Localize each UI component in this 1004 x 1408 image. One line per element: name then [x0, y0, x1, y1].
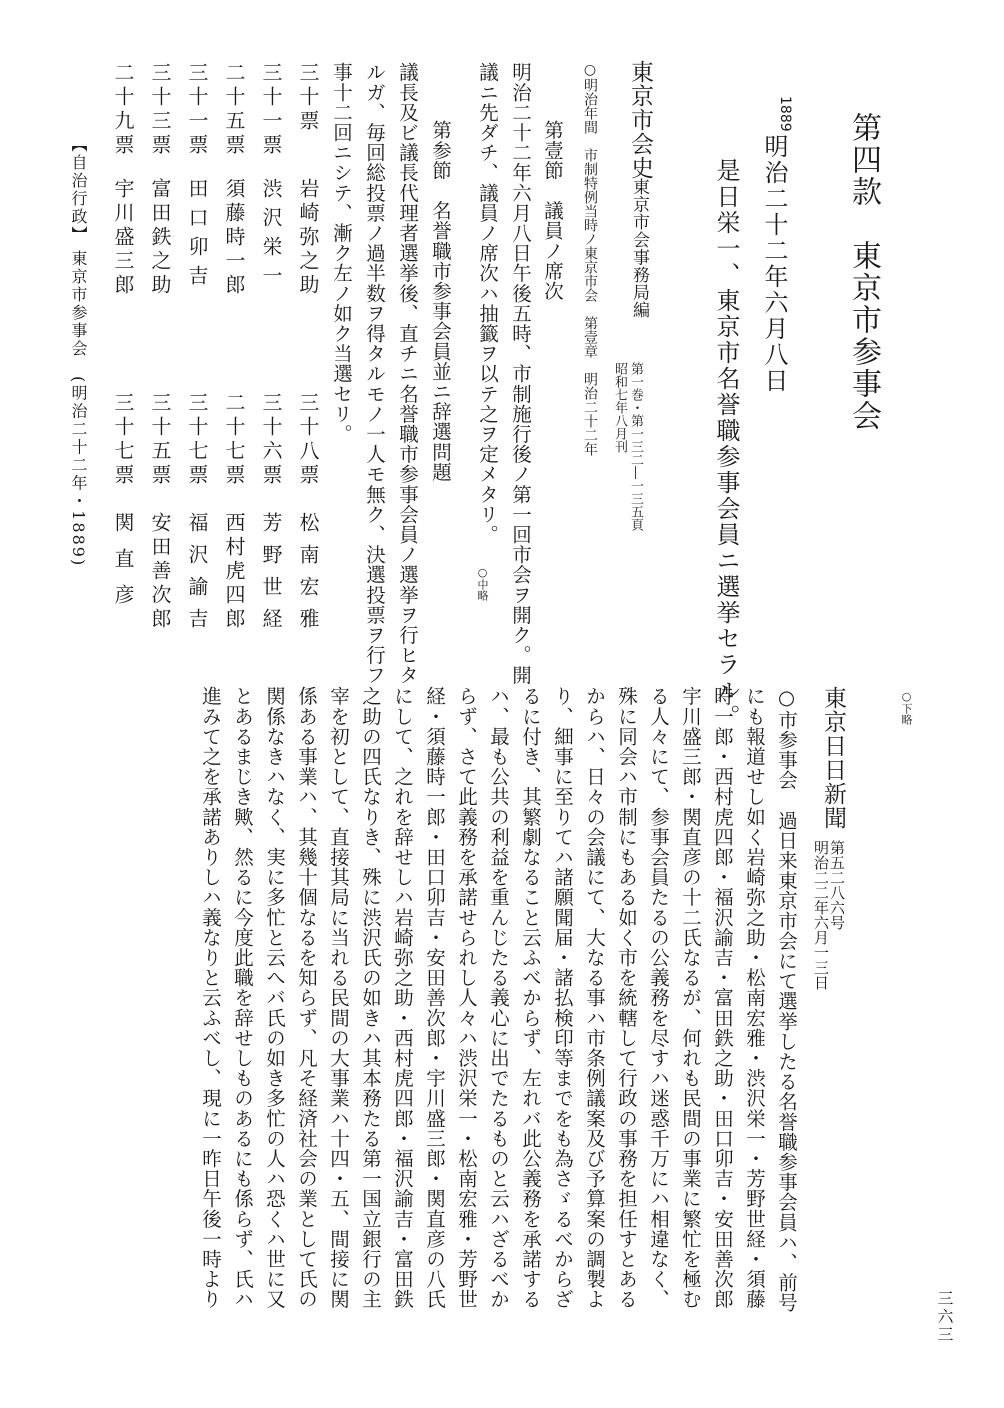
source1-title: 東京市会史: [627, 60, 653, 180]
section1-heading: 第壹節 議員ノ席次: [541, 120, 564, 301]
article-line: 係ある事業ハ、其幾十個なるを知らず、凡そ経済社会の業として氏の: [295, 686, 318, 1310]
vote-count: 三十一票: [185, 62, 209, 158]
article-line: る人々にて、参事会員たるの公義務を尽すハ迷惑千万にハ相違なく、: [647, 686, 670, 1310]
vote-name: 西村虎四郎: [222, 512, 246, 632]
section-title: 第四款 東京市参事会: [846, 112, 881, 432]
source1-editor: 東京市会事務局編: [629, 178, 649, 319]
vote-count: 三十八票: [296, 392, 320, 488]
article-line: 関係なきハなく、実に多忙と云へバ氏の如き多忙の人ハ恐くハ世に又: [263, 686, 286, 1310]
vote-name: 岩崎弥之助: [296, 178, 320, 298]
vote-count: 三十五票: [148, 392, 172, 488]
vote-name: 安田善次郎: [148, 512, 172, 632]
source2-title: 東京日日新聞: [820, 686, 846, 830]
omission-note: ○下略: [900, 690, 913, 725]
vote-count: 三十一票: [259, 62, 283, 158]
article-line: にして、之れを辞せしハ岩崎弥之助・西村虎四郎・福沢諭吉・富田鉄: [391, 686, 414, 1310]
paragraph-line: ルガ、毎回総投票ノ過半数ヲ得タルモノ一人モ無ク、決選投票ヲ行フ: [363, 62, 386, 686]
article-line: 殊に同会ハ市制にもある如く市を統轄して行政の事務を担任すとある: [615, 686, 638, 1310]
article-line: ○市参事会 過日来東京市会にて選挙したる名誉職参事会員ハ、前号: [775, 686, 798, 1313]
vote-name: 須藤時一郎: [222, 178, 246, 298]
year-arabic: 1889: [777, 96, 793, 132]
vote-name: 宇川盛三郎: [111, 178, 135, 298]
omission-note: ○中略: [476, 566, 489, 601]
vote-count: 二十九票: [111, 62, 135, 158]
chapter-heading: ○明治年間 市制特例当時ノ東京市会 第壹章 明治二十二年: [582, 62, 598, 456]
paragraph-line: 議長及ビ議長代理者選挙後、直チニ名誉職市参事会員ノ選挙ヲ行ヒタ: [396, 62, 419, 686]
article-line: ハ、最も公共の利益を重んじたる義心に出でたるものと云ハざるべか: [487, 686, 510, 1310]
source1-volume: 第一巻・第一三二―一三五頁: [628, 362, 643, 531]
article-line: らず、さて此義務を承諾せられし人々ハ渋沢栄一・松南宏雅・芳野世: [455, 686, 478, 1310]
article-line: 之助の四氏なりき、殊に渋沢氏の如きハ其本務たる第一国立銀行の主: [359, 686, 382, 1310]
article-line: とあるまじき歟、然るに今度此職を辞せしものあるにも係らず、氏ハ: [231, 686, 254, 1310]
article-line: 時一郎・西村虎四郎・福沢諭吉・富田鉄之助・田口卯吉・安田善次郎: [711, 686, 734, 1310]
article-line: 進みて之を承諾ありしハ義なりと云ふべし、現に一昨日午後一時より: [199, 686, 222, 1310]
source2-issue: 第五二八六号: [828, 840, 846, 930]
article-line: るに付き、其繁劇なること云ふべからず、左れバ此公義務を承諾する: [519, 686, 542, 1310]
running-title: 東京市参事会 (明治二十二年・1889): [69, 250, 88, 568]
article-line: 宰を初として、直接其局に当れる民間の大事業ハ十四・五、間接に関: [327, 686, 350, 1310]
vote-name: 福沢諭吉: [185, 512, 209, 640]
section3-heading: 第参節 名誉職市参事会員並ニ辞選問題: [429, 120, 452, 482]
vote-count: 三十七票: [185, 392, 209, 488]
article-line: 経・須藤時一郎・田口卯吉・安田善次郎・宇川盛三郎・関直彦の八氏: [423, 686, 446, 1310]
article-line: 宇川盛三郎・関直彦の十二氏なるが、何れも民間の事業に繁忙を極む: [679, 686, 702, 1310]
vote-count: 三十三票: [148, 62, 172, 158]
vote-count: 三十六票: [259, 392, 283, 488]
source1-pubdate: 昭和七年八月刊: [612, 362, 627, 453]
vote-count: 二十五票: [222, 62, 246, 158]
page-number: 三六三: [935, 1290, 954, 1344]
paragraph-line: 議ニ先ダチ、議員ノ席次ハ抽籤ヲ以テ之ヲ定メタリ。: [476, 62, 499, 545]
vote-count: 三十票: [296, 62, 320, 134]
vote-name: 芳野世経: [259, 512, 283, 640]
vote-name: 渋沢栄一: [259, 178, 283, 294]
vote-name: 松南宏雅: [296, 512, 320, 640]
vote-count: 三十七票: [111, 392, 135, 488]
article-line: り、細事に至りてハ諸願聞届・諸払検印等までをも為さゞるべからざ: [551, 686, 574, 1310]
paragraph-line: 明治二十二年六月八日午後五時、市制施行後ノ第一回市会ヲ開ク。開: [509, 62, 532, 686]
source2-date: 明治二二年六月一三日: [812, 840, 830, 990]
paragraph-line: 事十二回ニシテ、漸ク左ノ如ク当選セリ。: [330, 62, 353, 444]
article-line: からハ、日々の会議にて、大なる事ハ市条例議案及び予算案の調製よ: [583, 686, 606, 1310]
vote-name: 関直彦: [111, 512, 135, 620]
event-date: 明治二十二年六月八日: [760, 134, 788, 394]
vote-count: 二十七票: [222, 392, 246, 488]
article-line: にも報道せし如く岩崎弥之助・松南宏雅・渋沢栄一・芳野世経・須藤: [743, 686, 766, 1310]
vote-name: 田口卯吉: [185, 178, 209, 294]
vote-name: 富田鉄之助: [148, 178, 172, 298]
event-summary: 是日栄一、東京市名誉職参事会員ニ選挙セラル。: [712, 158, 740, 730]
section-label: 【自治行政】: [69, 136, 88, 244]
